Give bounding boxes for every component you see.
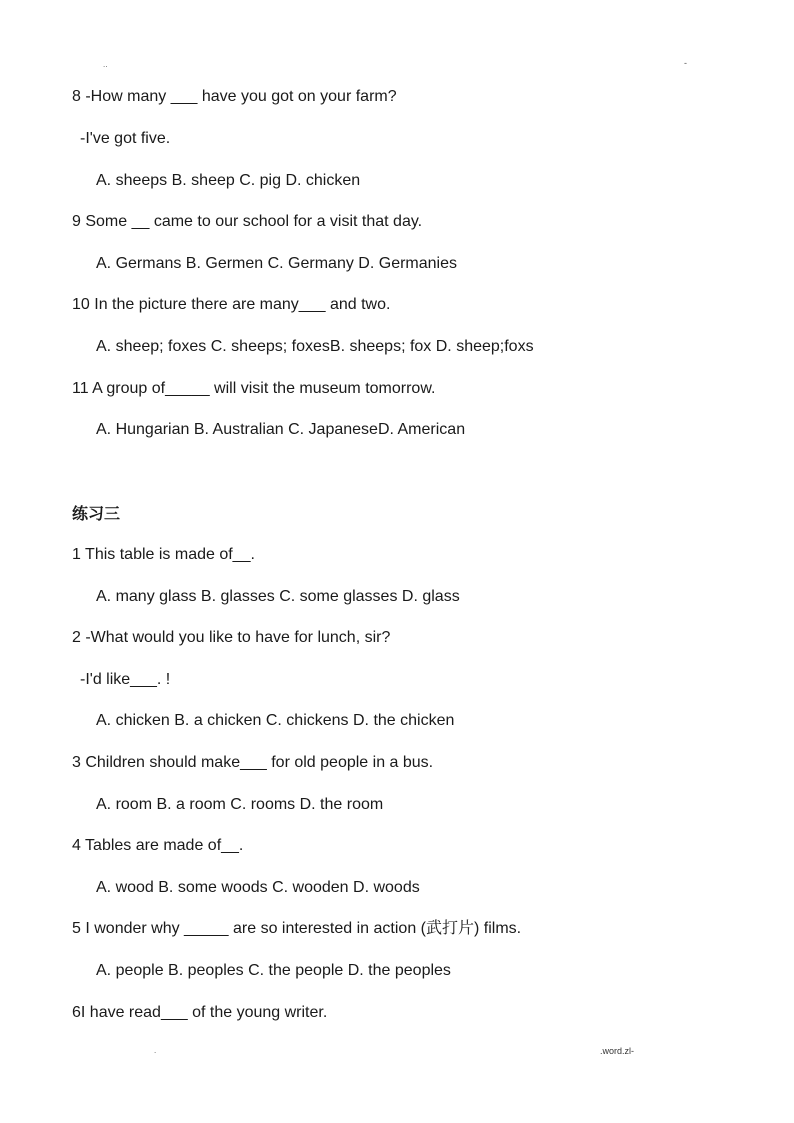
question-9-options: A. Germans B. Germen C. Germany D. Germanies (96, 255, 457, 272)
question-10-stem: 10 In the picture there are many___ and two. (72, 296, 391, 313)
exercise3-question-3-options: A. room B. a room C. rooms D. the room (96, 796, 384, 813)
exercise3-question-5-options: A. people B. peoples C. the people D. the peoples (96, 962, 451, 979)
exercise3-question-5-stem: 5 I wonder why _____ are so interested in action (武打片) films. (72, 920, 522, 937)
exercise3-question-1-options: A. many glass B. glasses C. some glasses D. glass (96, 588, 460, 605)
footer-right-text: .word.zl- (600, 1046, 635, 1056)
exercise3-question-2-answer: -I'd like___. ! (80, 671, 171, 688)
question-9-stem: 9 Some __ came to our school for a visit that day. (72, 213, 423, 230)
section-title: 练习三 (72, 506, 121, 523)
exercise3-question-1-stem: 1 This table is made of__. (72, 546, 255, 563)
question-11-stem: 11 A group of_____ will visit the museum tomorrow. (72, 380, 436, 397)
question-8-stem: 8 -How many ___ have you got on your farm? (72, 88, 397, 105)
question-8-answer: -I've got five. (80, 130, 171, 147)
exercise3-question-3-stem: 3 Children should make___ for old people in a bus. (72, 754, 434, 771)
exercise3-question-4-stem: 4 Tables are made of__. (72, 837, 244, 854)
exercise3-question-6-stem: 6I have read___ of the young writer. (72, 1004, 328, 1021)
question-10-options: A. sheep; foxes C. sheeps; foxesB. sheeps; fox D. sheep;foxs (96, 338, 534, 355)
header-right-mark: - (684, 58, 687, 68)
exercise3-question-2-stem: 2 -What would you like to have for lunch, sir? (72, 629, 391, 646)
exercise3-question-4-options: A. wood B. some woods C. wooden D. woods (96, 879, 420, 896)
question-8-options: A. sheeps B. sheep C. pig D. chicken (96, 172, 361, 189)
exercise3-question-2-options: A. chicken B. a chicken C. chickens D. the chicken (96, 712, 455, 729)
header-left-mark: .. (103, 60, 108, 69)
footer-left-mark: . (154, 1046, 157, 1055)
question-11-options: A. Hungarian B. Australian C. JapaneseD. American (96, 421, 466, 438)
